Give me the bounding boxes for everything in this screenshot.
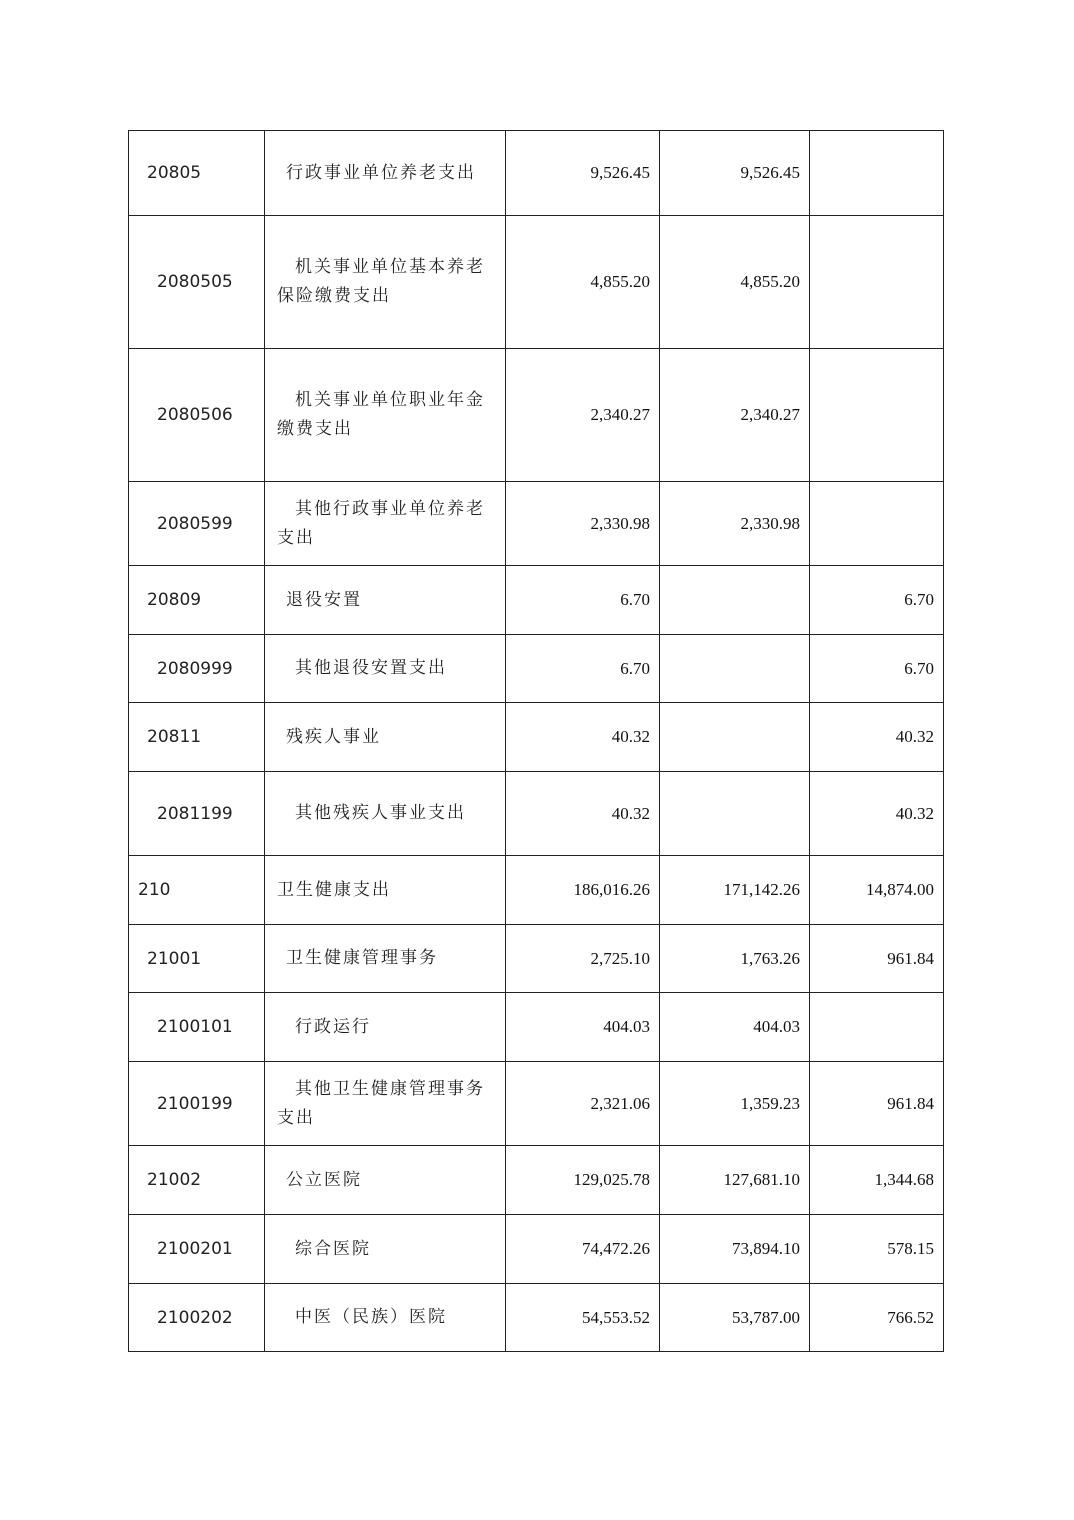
subject-code: 210 bbox=[129, 856, 265, 925]
total-amount: 9,526.45 bbox=[506, 131, 660, 216]
subject-name: 退役安置 bbox=[265, 566, 506, 635]
table-row bbox=[129, 349, 944, 482]
basic-expenditure: 171,142.26 bbox=[660, 856, 810, 925]
project-expenditure: 40.32 bbox=[810, 772, 944, 856]
table-row bbox=[129, 993, 944, 1062]
subject-name: 其他残疾人事业支出 bbox=[265, 772, 506, 856]
subject-code: 2100201 bbox=[129, 1215, 265, 1284]
project-expenditure: 14,874.00 bbox=[810, 856, 944, 925]
subject-code: 2100202 bbox=[129, 1284, 265, 1352]
project-expenditure bbox=[810, 482, 944, 566]
project-expenditure: 1,344.68 bbox=[810, 1146, 944, 1215]
total-amount: 2,330.98 bbox=[506, 482, 660, 566]
table-row bbox=[129, 703, 944, 772]
subject-code: 2100199 bbox=[129, 1062, 265, 1146]
table-row bbox=[129, 1215, 944, 1284]
subject-code: 2081199 bbox=[129, 772, 265, 856]
table-row bbox=[129, 1062, 944, 1146]
subject-code: 20809 bbox=[129, 566, 265, 635]
table-row bbox=[129, 1284, 944, 1352]
table-row bbox=[129, 131, 944, 216]
subject-name: 其他卫生健康管理事务支出 bbox=[265, 1062, 506, 1146]
total-amount: 6.70 bbox=[506, 635, 660, 703]
subject-code: 21002 bbox=[129, 1146, 265, 1215]
total-amount: 186,016.26 bbox=[506, 856, 660, 925]
subject-name: 中医（民族）医院 bbox=[265, 1284, 506, 1352]
subject-code: 2080505 bbox=[129, 216, 265, 349]
total-amount: 54,553.52 bbox=[506, 1284, 660, 1352]
project-expenditure bbox=[810, 131, 944, 216]
budget-expenditure-table bbox=[128, 130, 944, 1352]
project-expenditure bbox=[810, 216, 944, 349]
subject-name: 卫生健康支出 bbox=[265, 856, 506, 925]
total-amount: 74,472.26 bbox=[506, 1215, 660, 1284]
subject-name: 公立医院 bbox=[265, 1146, 506, 1215]
project-expenditure: 6.70 bbox=[810, 566, 944, 635]
subject-code: 2100101 bbox=[129, 993, 265, 1062]
table-row bbox=[129, 1146, 944, 1215]
subject-code: 2080599 bbox=[129, 482, 265, 566]
table-row bbox=[129, 772, 944, 856]
table-row bbox=[129, 566, 944, 635]
basic-expenditure: 127,681.10 bbox=[660, 1146, 810, 1215]
total-amount: 2,321.06 bbox=[506, 1062, 660, 1146]
total-amount: 40.32 bbox=[506, 703, 660, 772]
total-amount: 404.03 bbox=[506, 993, 660, 1062]
project-expenditure: 766.52 bbox=[810, 1284, 944, 1352]
subject-name: 机关事业单位职业年金缴费支出 bbox=[265, 349, 506, 482]
basic-expenditure: 404.03 bbox=[660, 993, 810, 1062]
table-row bbox=[129, 925, 944, 993]
total-amount: 4,855.20 bbox=[506, 216, 660, 349]
basic-expenditure: 1,359.23 bbox=[660, 1062, 810, 1146]
project-expenditure: 578.15 bbox=[810, 1215, 944, 1284]
subject-name: 行政事业单位养老支出 bbox=[265, 131, 506, 216]
basic-expenditure: 1,763.26 bbox=[660, 925, 810, 993]
basic-expenditure bbox=[660, 635, 810, 703]
project-expenditure bbox=[810, 993, 944, 1062]
subject-name: 其他行政事业单位养老支出 bbox=[265, 482, 506, 566]
project-expenditure: 40.32 bbox=[810, 703, 944, 772]
project-expenditure: 961.84 bbox=[810, 925, 944, 993]
basic-expenditure bbox=[660, 566, 810, 635]
table-row bbox=[129, 216, 944, 349]
subject-code: 21001 bbox=[129, 925, 265, 993]
subject-name: 残疾人事业 bbox=[265, 703, 506, 772]
project-expenditure: 6.70 bbox=[810, 635, 944, 703]
subject-code: 2080999 bbox=[129, 635, 265, 703]
total-amount: 2,340.27 bbox=[506, 349, 660, 482]
basic-expenditure: 4,855.20 bbox=[660, 216, 810, 349]
basic-expenditure: 53,787.00 bbox=[660, 1284, 810, 1352]
basic-expenditure: 73,894.10 bbox=[660, 1215, 810, 1284]
basic-expenditure: 9,526.45 bbox=[660, 131, 810, 216]
basic-expenditure bbox=[660, 703, 810, 772]
table-row bbox=[129, 856, 944, 925]
subject-name: 行政运行 bbox=[265, 993, 506, 1062]
subject-name: 综合医院 bbox=[265, 1215, 506, 1284]
project-expenditure bbox=[810, 349, 944, 482]
total-amount: 2,725.10 bbox=[506, 925, 660, 993]
basic-expenditure: 2,330.98 bbox=[660, 482, 810, 566]
subject-name: 机关事业单位基本养老保险缴费支出 bbox=[265, 216, 506, 349]
subject-name: 其他退役安置支出 bbox=[265, 635, 506, 703]
project-expenditure: 961.84 bbox=[810, 1062, 944, 1146]
total-amount: 6.70 bbox=[506, 566, 660, 635]
subject-code: 20805 bbox=[129, 131, 265, 216]
subject-code: 20811 bbox=[129, 703, 265, 772]
table-row bbox=[129, 635, 944, 703]
subject-name: 卫生健康管理事务 bbox=[265, 925, 506, 993]
subject-code: 2080506 bbox=[129, 349, 265, 482]
basic-expenditure: 2,340.27 bbox=[660, 349, 810, 482]
basic-expenditure bbox=[660, 772, 810, 856]
total-amount: 129,025.78 bbox=[506, 1146, 660, 1215]
total-amount: 40.32 bbox=[506, 772, 660, 856]
table-row bbox=[129, 482, 944, 566]
